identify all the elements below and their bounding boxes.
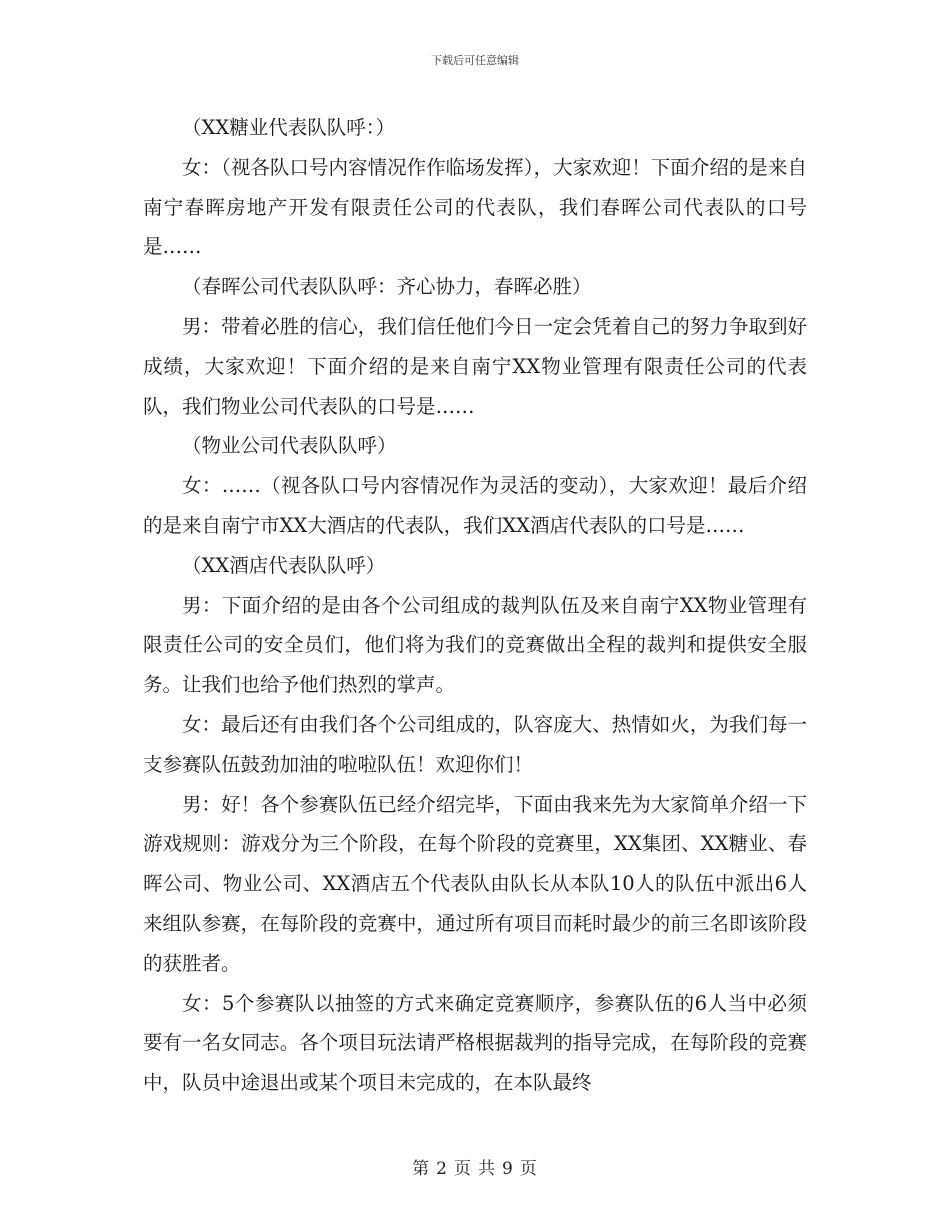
page-footer [0,1154,950,1179]
paragraph-9: 女：最后还有由我们各个公司组成的，队容庞大、热情如火，为我们每一支参赛队伍鼓劲加油的啦啦队伍！欢迎你们！ [143,712,807,776]
paragraph-10: 男：好！各个参赛队伍已经介绍完毕，下面由我来先为大家简单介绍一下游戏规则：游戏分为三个阶段，在每个阶段的竞赛里，XX集团、XX糖业、春晖公司、物业公司、XX酒店五个代表队由队长从本队10人的队伍中派出6人来组队参赛，在每阶段的竞赛中，通过所有项目而耗时最少的前三名即该阶段的获胜者。 [143,792,807,975]
footer-current-page: 2 [436,1159,448,1179]
paragraph-5: （物业公司代表队队呼） [182,434,397,458]
footer-total-word: 共 [478,1159,496,1179]
paragraph-1: （XX糖业代表队队呼：） [182,116,396,139]
footer-suffix: 页 [519,1159,538,1179]
document-body [143,108,807,1103]
paragraph-7: （XX酒店代表队队呼） [182,553,386,577]
footer-total-pages: 9 [502,1159,514,1179]
paragraph-3: （春晖公司代表队队呼：齐心协力，春晖必胜） [182,275,592,299]
paragraph-4: 男：带着必胜的信心，我们信任他们今日一定会凭着自己的努力争取到好成绩，大家欢迎！下面介绍的是来自南宁XX物业管理有限责任公司的代表队，我们物业公司代表队的口号是…… [143,314,807,418]
paragraph-11: 女：5个参赛队以抽签的方式来确定竞赛顺序，参赛队伍的6人当中必须要有一名女同志。各个项目玩法请严格根据裁判的指导完成，在每阶段的竞赛中，队员中途退出或某个项目未完成的，在本队最终 [143,991,807,1095]
paragraph-2: 女：（视各队口号内容情况作作临场发挥），大家欢迎！下面介绍的是来自南宁春晖房地产开发有限责任公司的代表队，我们春晖公司代表队的口号是…… [143,155,807,259]
paragraph-8: 男：下面介绍的是由各个公司组成的裁判队伍及来自南宁XX物业管理有限责任公司的安全员们，他们将为我们的竞赛做出全程的裁判和提供安全服务。让我们也给予他们热烈的掌声。 [143,593,807,697]
footer-page-word: 页 [454,1159,472,1179]
page-header: 下载后可任意编辑 [431,54,519,67]
footer-prefix: 第 [412,1159,431,1179]
paragraph-6: 女：……（视各队口号内容情况作为灵活的变动），大家欢迎！最后介绍的是来自南宁市XX大酒店的代表队，我们XX酒店代表队的口号是…… [143,474,807,537]
